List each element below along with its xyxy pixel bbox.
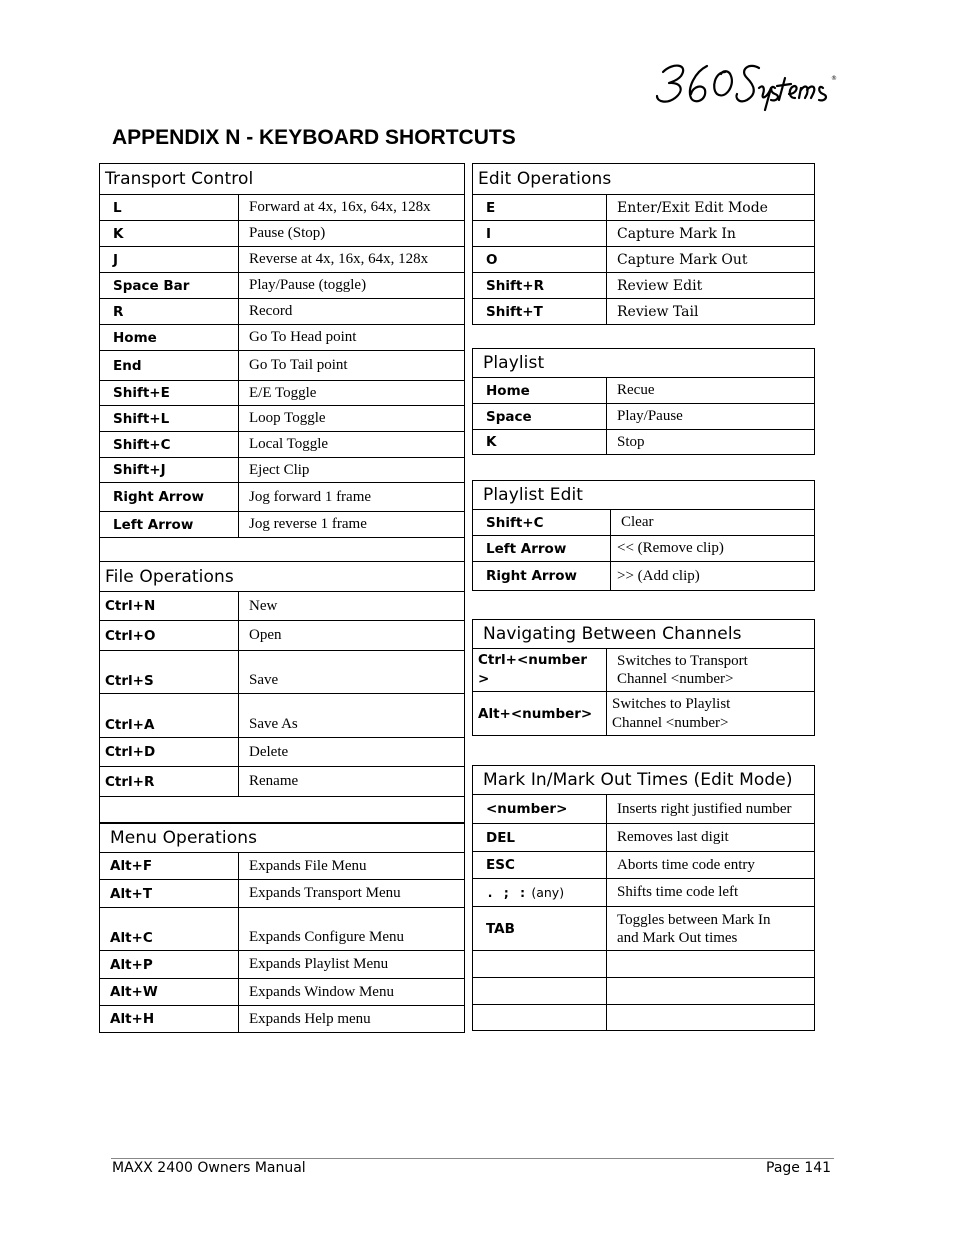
table-row: [100, 880, 465, 908]
empty-row: [473, 1005, 815, 1031]
shortcut-action: Removes last digit: [607, 824, 815, 852]
shortcut-key: Alt+P: [100, 951, 239, 979]
table-row: [473, 378, 815, 404]
shortcut-key: Left Arrow: [100, 512, 239, 538]
shortcut-action: Local Toggle: [239, 432, 465, 458]
edit-operations-table: [472, 163, 815, 325]
shortcut-action: Capture Mark In: [607, 221, 815, 247]
shortcut-key: Right Arrow: [100, 483, 239, 512]
table-row: [473, 824, 815, 852]
table-row: [100, 432, 465, 458]
shortcut-action: Open: [239, 621, 465, 651]
table-row: [100, 325, 465, 351]
shortcut-key: . ; : (any): [473, 879, 607, 907]
shortcut-key: Ctrl+O: [100, 621, 239, 651]
shortcut-key: Home: [100, 325, 239, 351]
shortcut-key: K: [473, 430, 607, 455]
playlist-heading: Playlist: [473, 349, 815, 378]
empty-cell: [473, 1005, 607, 1031]
table-row: [100, 908, 465, 951]
shortcut-action: Go To Head point: [239, 325, 465, 351]
table-row: [100, 351, 465, 381]
shortcut-action: Review Tail: [607, 299, 815, 325]
shortcut-action: Recue: [607, 378, 815, 404]
shortcut-action: Play/Pause: [607, 404, 815, 430]
transport-control-heading: Transport Control: [100, 164, 465, 195]
shortcut-key: Alt+F: [100, 853, 239, 880]
shortcut-key: Right Arrow: [473, 562, 611, 591]
shortcut-action: Save As: [239, 694, 465, 738]
shortcut-action: Pause (Stop): [239, 221, 465, 247]
file-operations-table: [99, 561, 465, 824]
table-row: [473, 536, 815, 562]
shortcut-key: I: [473, 221, 607, 247]
shortcut-action: Inserts right justified number: [607, 795, 815, 824]
table-row: [473, 649, 815, 692]
playlist-edit-table: [472, 480, 815, 591]
footer-divider: [111, 1158, 834, 1159]
shortcut-key: Alt+H: [100, 1006, 239, 1033]
table-row: [100, 247, 465, 273]
transport-control-table: [99, 163, 465, 562]
shortcut-key: End: [100, 351, 239, 381]
table-row: [100, 195, 465, 221]
shortcut-key: Ctrl+<number >: [473, 649, 607, 692]
shortcut-key: O: [473, 247, 607, 273]
shortcut-action: Expands Transport Menu: [239, 880, 465, 908]
shortcut-action: Rename: [239, 767, 465, 797]
empty-cell: [473, 951, 607, 978]
footer-page-number: Page 141: [766, 1160, 832, 1176]
shortcut-action: New: [239, 592, 465, 621]
shortcut-key: Shift+R: [473, 273, 607, 299]
shortcut-action: Toggles between Mark In and Mark Out times: [607, 907, 815, 951]
shortcut-action: Aborts time code entry: [607, 852, 815, 879]
shortcut-key: Shift+T: [473, 299, 607, 325]
shortcut-action: Forward at 4x, 16x, 64x, 128x: [239, 195, 465, 221]
shortcut-key: Space: [473, 404, 607, 430]
empty-cell: [473, 978, 607, 1005]
shortcut-key: E: [473, 195, 607, 221]
shortcut-action: Expands Playlist Menu: [239, 951, 465, 979]
navigating-channels-heading: Navigating Between Channels: [473, 620, 815, 649]
table-row: [473, 852, 815, 879]
shortcut-key: Alt+C: [100, 908, 239, 951]
table-row: [100, 458, 465, 483]
shortcut-key: Shift+C: [100, 432, 239, 458]
empty-cell: [607, 951, 815, 978]
table-row: [100, 694, 465, 738]
empty-cell: [607, 1005, 815, 1031]
mark-times-heading: Mark In/Mark Out Times (Edit Mode): [473, 766, 815, 795]
shortcut-action: Enter/Exit Edit Mode: [607, 195, 815, 221]
shortcut-key: Space Bar: [100, 273, 239, 299]
table-row: [100, 853, 465, 880]
table-row: [473, 879, 815, 907]
shortcut-key: R: [100, 299, 239, 325]
shortcut-action: Eject Clip: [239, 458, 465, 483]
file-operations-heading: File Operations: [100, 562, 465, 592]
shortcut-key: J: [100, 247, 239, 273]
table-row: [100, 406, 465, 432]
empty-cell: [607, 978, 815, 1005]
navigating-channels-table: [472, 619, 815, 736]
table-row: [473, 299, 815, 325]
table-row: [100, 221, 465, 247]
table-row: [100, 1006, 465, 1033]
footer-manual-title: MAXX 2400 Owners Manual: [112, 1160, 306, 1176]
shortcut-action: Loop Toggle: [239, 406, 465, 432]
table-row: [473, 430, 815, 455]
empty-cell: [100, 538, 465, 562]
shortcut-action: Reverse at 4x, 16x, 64x, 128x: [239, 247, 465, 273]
shortcut-action: Expands Help menu: [239, 1006, 465, 1033]
table-row: [100, 951, 465, 979]
shortcut-action: Shifts time code left: [607, 879, 815, 907]
shortcut-action: Switches to Transport Channel <number>: [607, 649, 815, 692]
shortcut-action: Capture Mark Out: [607, 247, 815, 273]
table-row: [100, 621, 465, 651]
company-logo: [655, 58, 840, 112]
table-row: [100, 592, 465, 621]
shortcut-action: Stop: [607, 430, 815, 455]
shortcut-action: << (Remove clip): [611, 536, 815, 562]
shortcut-action: Delete: [239, 738, 465, 767]
shortcut-key: Shift+C: [473, 510, 611, 536]
shortcut-action: Switches to Playlist Channel <number>: [607, 692, 815, 736]
shortcut-action: Go To Tail point: [239, 351, 465, 381]
shortcut-key: Shift+J: [100, 458, 239, 483]
menu-operations-table: [99, 822, 465, 1033]
shortcut-action: Expands Configure Menu: [239, 908, 465, 951]
shortcut-key: TAB: [473, 907, 607, 951]
table-row: [473, 221, 815, 247]
shortcut-key: Ctrl+S: [100, 651, 239, 694]
shortcut-key: L: [100, 195, 239, 221]
shortcut-action: Expands Window Menu: [239, 979, 465, 1006]
table-row: [473, 195, 815, 221]
table-row: [100, 738, 465, 767]
table-row: [473, 510, 815, 536]
shortcut-action: Jog forward 1 frame: [239, 483, 465, 512]
shortcut-key: Left Arrow: [473, 536, 611, 562]
shortcut-key: Shift+L: [100, 406, 239, 432]
shortcut-key: Shift+E: [100, 381, 239, 406]
table-row: [100, 273, 465, 299]
shortcut-key: Ctrl+D: [100, 738, 239, 767]
shortcut-action: Expands File Menu: [239, 853, 465, 880]
table-row: [100, 512, 465, 538]
empty-row: [473, 951, 815, 978]
table-row: [473, 562, 815, 591]
shortcut-key: K: [100, 221, 239, 247]
shortcut-action: Play/Pause (toggle): [239, 273, 465, 299]
svg-text:®: ®: [831, 75, 837, 82]
shortcut-action: E/E Toggle: [239, 381, 465, 406]
table-row: [473, 692, 815, 736]
table-row: [100, 979, 465, 1006]
mark-times-table: [472, 765, 815, 1031]
shortcut-key: DEL: [473, 824, 607, 852]
shortcut-action: Jog reverse 1 frame: [239, 512, 465, 538]
edit-operations-heading: Edit Operations: [473, 164, 815, 195]
table-row: [473, 795, 815, 824]
shortcut-action: Save: [239, 651, 465, 694]
table-row: [473, 404, 815, 430]
shortcut-key: <number>: [473, 795, 607, 824]
table-row: [100, 381, 465, 406]
table-row: [473, 907, 815, 951]
playlist-edit-heading: Playlist Edit: [473, 481, 815, 510]
shortcut-key: ESC: [473, 852, 607, 879]
table-row: [100, 299, 465, 325]
shortcut-action: Record: [239, 299, 465, 325]
shortcut-key: Alt+<number>: [473, 692, 607, 736]
spacer-row: [100, 797, 465, 824]
shortcut-action: Clear: [611, 510, 815, 536]
shortcut-action: >> (Add clip): [611, 562, 815, 591]
table-row: [100, 483, 465, 512]
spacer-row: [100, 538, 465, 562]
empty-cell: [100, 797, 465, 824]
table-row: [100, 767, 465, 797]
shortcut-key: Ctrl+A: [100, 694, 239, 738]
empty-row: [473, 978, 815, 1005]
shortcut-key: Ctrl+N: [100, 592, 239, 621]
shortcut-key: Alt+T: [100, 880, 239, 908]
table-row: [473, 247, 815, 273]
shortcut-key: Ctrl+R: [100, 767, 239, 797]
playlist-table: [472, 348, 815, 455]
menu-operations-heading: Menu Operations: [100, 823, 465, 853]
table-row: [473, 273, 815, 299]
shortcut-action: Review Edit: [607, 273, 815, 299]
shortcut-key: Alt+W: [100, 979, 239, 1006]
table-row: [100, 651, 465, 694]
page-title: APPENDIX N - KEYBOARD SHORTCUTS: [112, 126, 516, 149]
shortcut-key: Home: [473, 378, 607, 404]
